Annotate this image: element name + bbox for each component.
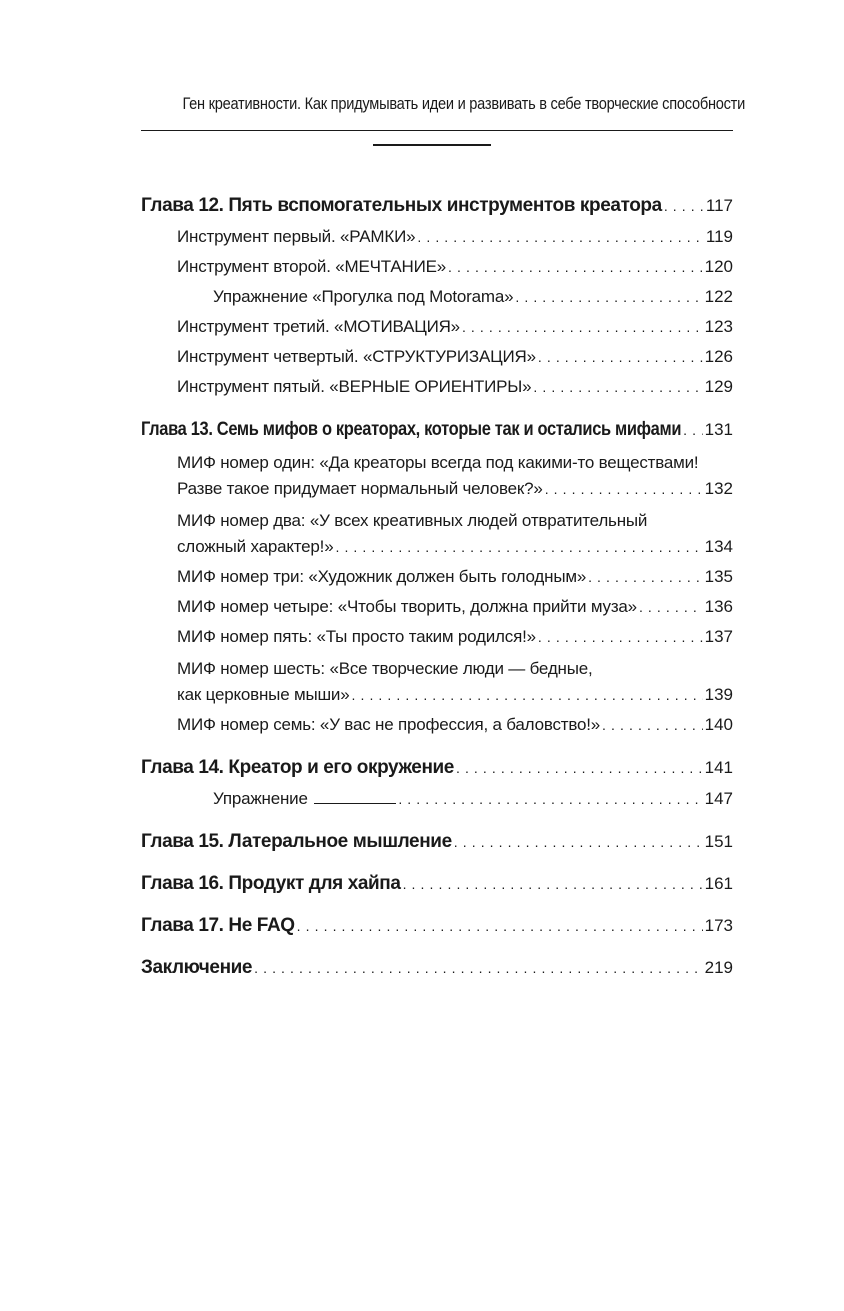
leader-dots <box>533 372 702 402</box>
toc-chapter-12[interactable] <box>141 192 733 220</box>
leader-dots <box>351 682 702 708</box>
toc-page: 122 <box>704 287 733 306</box>
toc-title: МИФ номер пять: «Ты просто таким родился!» <box>177 627 536 646</box>
toc-chapter-14[interactable] <box>141 754 733 782</box>
header-rule-short <box>373 144 491 146</box>
toc-page: 151 <box>704 832 733 851</box>
toc-entry[interactable] <box>141 652 733 710</box>
leader-dots <box>515 282 702 312</box>
leader-dots <box>462 312 703 342</box>
toc-page: 129 <box>704 377 733 396</box>
toc-title: Упражнение <box>213 789 308 808</box>
leader-dots <box>664 192 704 220</box>
toc-chapter-17[interactable] <box>141 912 733 940</box>
leader-dots <box>588 562 703 592</box>
leader-dots <box>454 828 703 856</box>
toc-title: Глава 13. Семь мифов о креаторах, которые так и остались мифами <box>141 419 682 440</box>
toc-page: 136 <box>704 597 733 616</box>
toc-title: Инструмент пятый. «ВЕРНЫЕ ОРИЕНТИРЫ» <box>177 377 532 396</box>
toc-title-line1: МИФ номер два: «У всех креативных людей отвратительный <box>177 511 648 530</box>
toc-entry[interactable] <box>141 784 733 814</box>
toc-page: 117 <box>705 196 733 215</box>
toc-entry[interactable] <box>141 342 733 372</box>
leader-dots <box>398 784 702 814</box>
toc-entry[interactable] <box>141 446 733 504</box>
leader-dots <box>545 476 703 502</box>
toc-title: Глава 14. Креатор и его окружение <box>141 757 454 778</box>
toc-entry[interactable] <box>141 622 733 652</box>
toc-page: 123 <box>704 317 733 336</box>
toc-page: 126 <box>704 347 733 366</box>
leader-dots <box>417 222 704 252</box>
toc-page: 147 <box>704 789 733 808</box>
toc-entry[interactable] <box>141 592 733 622</box>
toc-page: 119 <box>705 227 733 246</box>
running-head: Ген креативности. Как придумывать идеи и развивать в себе творческие способности <box>182 94 746 113</box>
toc-title-line2: сложный характер!» <box>177 537 334 556</box>
toc-title: Инструмент второй. «МЕЧТАНИЕ» <box>177 257 446 276</box>
toc-chapter-15[interactable] <box>141 828 733 856</box>
toc-page: 120 <box>704 257 733 276</box>
blank-underline <box>314 789 397 804</box>
toc-title: Инструмент первый. «РАМКИ» <box>177 227 416 246</box>
toc-page: 161 <box>704 874 733 893</box>
toc-title-line1: МИФ номер один: «Да креаторы всегда под какими-то веществами! <box>177 453 699 472</box>
toc-entry[interactable] <box>141 710 733 740</box>
table-of-contents <box>141 192 733 982</box>
leader-dots <box>602 710 703 740</box>
leader-dots <box>335 534 702 560</box>
toc-conclusion[interactable] <box>141 954 733 982</box>
leader-dots <box>403 870 703 898</box>
toc-title: Инструмент четвертый. «СТРУКТУРИЗАЦИЯ» <box>177 347 536 366</box>
leader-dots <box>456 754 703 782</box>
toc-title: Глава 17. Не FAQ <box>141 915 295 936</box>
toc-title: Инструмент третий. «МОТИВАЦИЯ» <box>177 317 460 336</box>
toc-entry[interactable] <box>141 252 733 282</box>
leader-dots <box>297 912 703 940</box>
toc-page: 132 <box>704 479 733 498</box>
toc-page: 173 <box>704 916 733 935</box>
toc-page: 134 <box>704 537 733 556</box>
leader-dots <box>538 622 703 652</box>
toc-chapter-13[interactable] <box>141 416 733 444</box>
toc-title: МИФ номер семь: «У вас не профессия, а баловство!» <box>177 715 601 734</box>
toc-title-line1: МИФ номер шесть: «Все творческие люди — бедные, <box>177 659 593 678</box>
toc-page: 140 <box>704 715 733 734</box>
toc-entry[interactable] <box>141 282 733 312</box>
leader-dots <box>538 342 703 372</box>
toc-title: Глава 15. Латеральное мышление <box>141 831 452 852</box>
toc-page: 141 <box>704 758 733 777</box>
toc-page: 139 <box>704 685 733 704</box>
leader-dots <box>639 592 703 622</box>
toc-page: 135 <box>704 567 733 586</box>
toc-title: Заключение <box>141 957 253 978</box>
toc-page: 131 <box>704 420 733 439</box>
toc-title-line2: как церковные мыши» <box>177 685 350 704</box>
toc-chapter-16[interactable] <box>141 870 733 898</box>
leader-dots <box>448 252 703 282</box>
header-rule <box>141 130 733 131</box>
toc-entry[interactable] <box>141 312 733 342</box>
toc-page: 219 <box>704 958 733 977</box>
toc-title: МИФ номер четыре: «Чтобы творить, должна прийти муза» <box>177 597 637 616</box>
toc-title-line2: Разве такое придумает нормальный человек?» <box>177 479 543 498</box>
toc-title: Упражнение «Прогулка под Motorama» <box>213 287 514 306</box>
toc-entry[interactable] <box>141 504 733 562</box>
toc-entry[interactable] <box>141 222 733 252</box>
toc-page: 137 <box>704 627 733 646</box>
leader-dots <box>683 416 702 444</box>
toc-entry[interactable] <box>141 562 733 592</box>
toc-entry[interactable] <box>141 372 733 402</box>
toc-title: Глава 16. Продукт для хайпа <box>141 873 401 894</box>
leader-dots <box>254 954 703 982</box>
toc-title: Глава 12. Пять вспомогательных инструментов креатора <box>141 195 662 216</box>
toc-title: МИФ номер три: «Художник должен быть голодным» <box>177 567 587 586</box>
